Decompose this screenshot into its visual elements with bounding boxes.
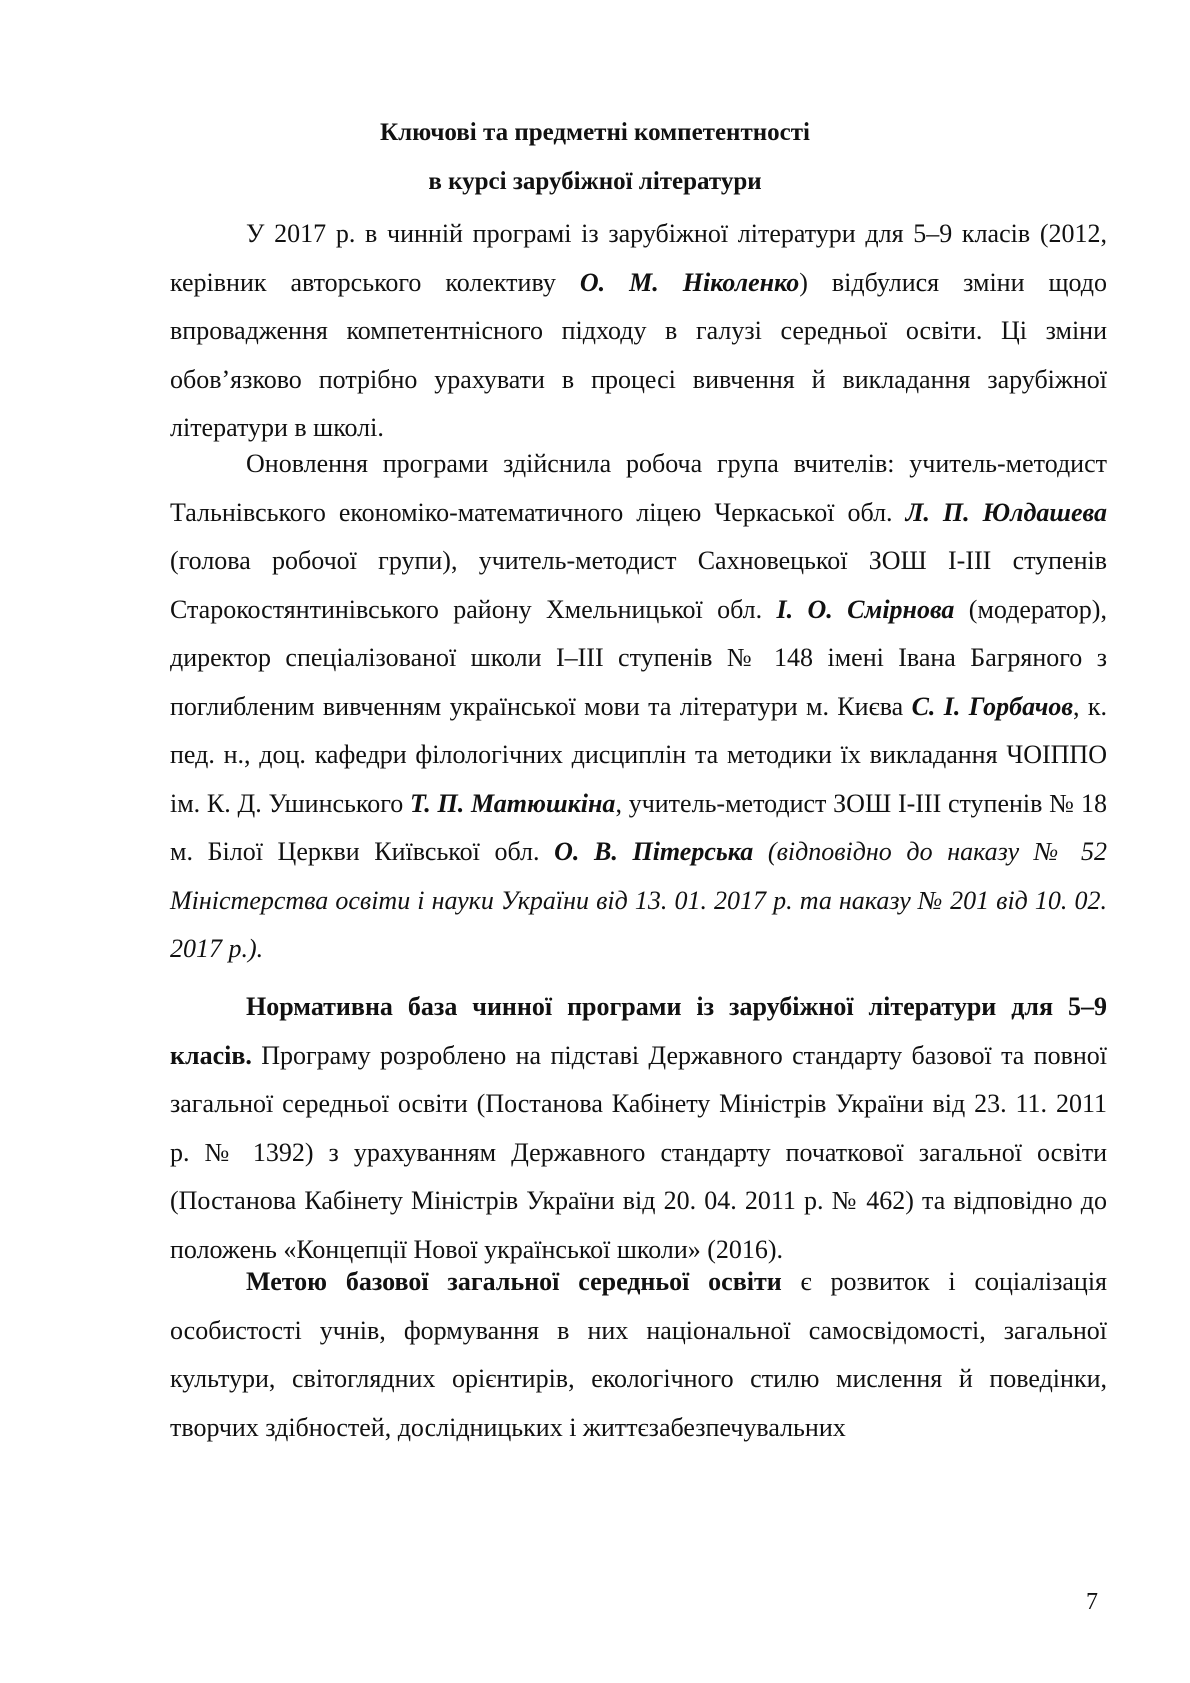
- paragraph-text: Оновлення програми здійснила робоча група вчителів: учитель-методист Тальнівського економіко-математичного ліцею Черкаської обл.: [170, 449, 1107, 527]
- order-reference: (відповідно до наказу № 52 Міністерства освіти і науки України від 13. 01. 2017 р. та наказу № 201 від 10. 02. 2017 р.).: [170, 837, 1107, 963]
- paragraph-text: ) відбулися зміни щодо впровадження компетентнісного підходу в галузі середньої освіти. Ці зміни обов’язково потрібно урахувати в процесі вивчення й викладання зарубіжної літератури в школі.: [170, 267, 1108, 442]
- paragraph-program-changes: [170, 210, 1107, 453]
- paragraph-lead-heading: Метою базової загальної середньої освіти: [246, 1267, 782, 1296]
- person-name: Т. П. Матюшкіна: [410, 788, 616, 818]
- paragraph-text: , учитель-методист ЗОШ І-ІІІ ступенів № 18 м. Білої Церкви Київської обл.: [170, 788, 1108, 866]
- paragraph-text: (модератор), директор спеціалізованої школи І–ІІІ ступенів № 148 імені Івана Багряного з поглибленим вивченням української мови та літератури м. Києва: [170, 594, 1107, 721]
- paragraph-normative-base: [170, 983, 1107, 1274]
- person-name: О. В. Пітерська: [554, 837, 754, 866]
- paragraph-text: У 2017 р. в чинній програмі із зарубіжної літератури для 5–9 класів (2012, керівник авторського колективу: [170, 219, 1107, 297]
- paragraph-text: , к. пед. н., доц. кафедри філологічних дисциплін та методики їх викладання ЧОІППО ім. К. Д. Ушинського: [170, 691, 1107, 818]
- paragraph-text: Програму розроблено на підставі Державного стандарту базової та повної загальної середньої освіти (Постанова Кабінету Міністрів України від 23. 11. 2011 р. № 1392) з урахуванням Державного стандарту початкової загальної освіти (Постанова Кабінету Міністрів України від 20. 04. 2011 р. № 462) та відповідно до положень «Концепції Нової української школи» (2016).: [170, 1040, 1107, 1264]
- page-number: 7: [1086, 1589, 1098, 1615]
- document-title-line-1: Ключові та предметні компетентності: [380, 119, 810, 146]
- paragraph-education-goal: [170, 1258, 1107, 1452]
- document-title-line-2: в курсі зарубіжної літератури: [428, 168, 762, 195]
- person-name: І. О. Смірнова: [776, 594, 955, 624]
- person-name: Л. П. Юлдашева: [905, 497, 1107, 527]
- paragraph-text: (голова робочої групи), учитель-методист Сахновецької ЗОШ І-ІІІ ступенів Старокостянтинівського району Хмельницької обл.: [170, 546, 1107, 624]
- author-name: О. М. Ніколенко: [579, 267, 800, 297]
- person-name: С. І. Горбачов: [911, 691, 1073, 721]
- paragraph-text: є розвиток і соціалізація особистості учнів, формування в них національної самосвідомості, загальної культури, світоглядних орієнтирів, екологічного стилю мислення й поведінки, творчих здібностей, дослідницьких і життєзабезпечувальних: [170, 1267, 1107, 1442]
- paragraph-lead-heading: Нормативна база чинної програми із зарубіжної літератури для 5–9 класів.: [170, 992, 1107, 1070]
- paragraph-working-group: [170, 440, 1107, 974]
